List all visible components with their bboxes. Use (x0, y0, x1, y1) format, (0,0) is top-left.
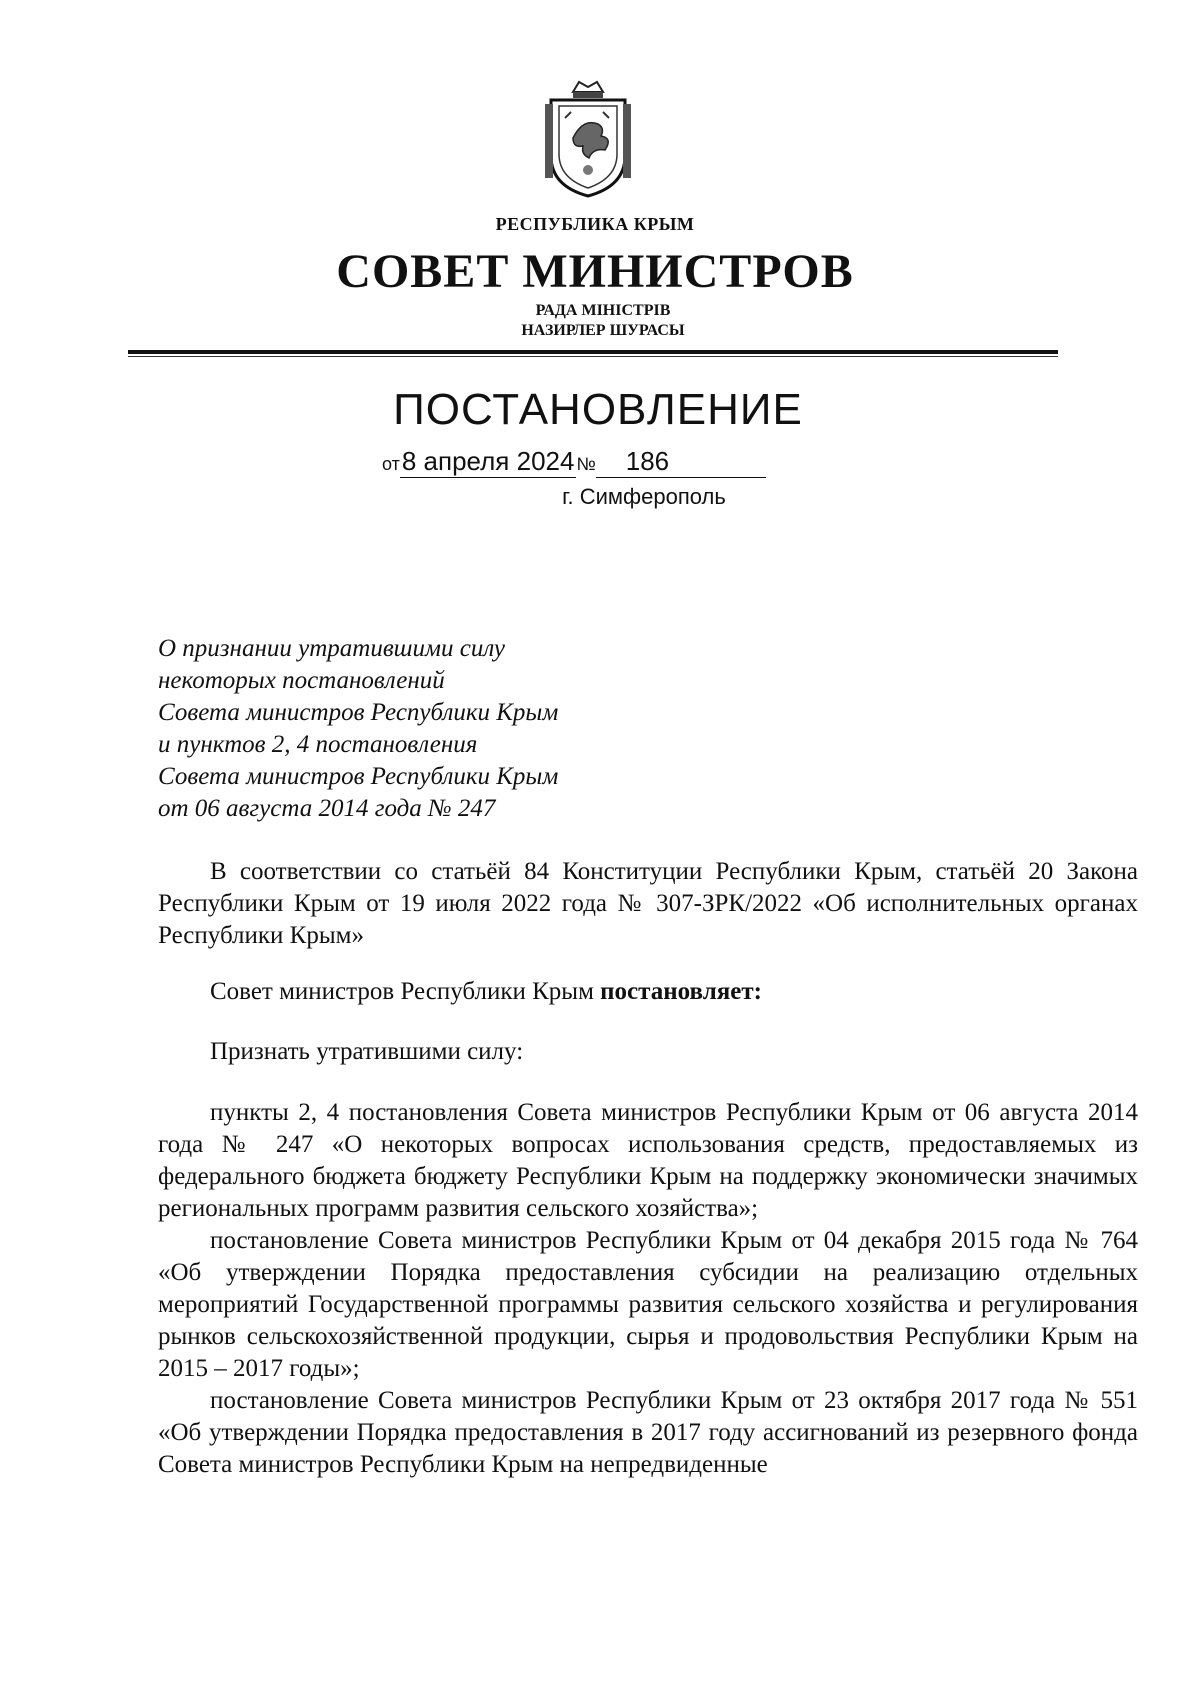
council-name: СОВЕТ МИНИСТРОВ (336, 245, 854, 298)
recognize-text: Признать утратившими силу: (210, 1038, 524, 1065)
republic-name: РЕСПУБЛИКА КРЫМ (495, 214, 695, 234)
header-rule-thin (128, 356, 1058, 357)
resolves-keyword: постановляет: (600, 978, 762, 1005)
subject-line: Совета министров Республики Крым (158, 763, 559, 790)
document-number: 186 (596, 446, 766, 478)
crimea-coat-of-arms-icon (543, 78, 633, 200)
subject-line: от 06 августа 2014 года № 247 (158, 795, 496, 822)
preamble-paragraph (158, 856, 1138, 952)
resolves-text: Совет министров Республики Крым (210, 978, 601, 1005)
date-number-row (382, 446, 766, 478)
list-item: постановление Совета министров Республики Крым от 04 декабря 2015 года № 764 «Об утверждении Порядка предоставления субсидии на реализацию отдельных мероприятий Государственной программы развития сельского хозяйства и регулирования рынков сельскохозяйственной продукции, сырья и продовольствия Республики Крым на 2015 – 2017 годы»; (158, 1227, 1138, 1382)
subject-line: и пунктов 2, 4 постановления (158, 731, 478, 758)
preamble-text: В соответствии со статьёй 84 Конституции Республики Крым, статьёй 20 Закона Республики Крым от 19 июля 2022 года № 307-ЗРК/2022 «Об исполнительных органах Республики Крым» (158, 858, 1138, 949)
list-item: постановление Совета министров Республики Крым от 23 октября 2017 года № 551 «Об утверждении Порядка предоставления в 2017 году ассигнований из резервного фонда Совета министров Республики Крым на непредвиденные (158, 1387, 1138, 1478)
resolves-paragraph (158, 976, 1138, 1008)
subject-line: О признании утратившими силу (158, 635, 506, 662)
repealed-items-list (158, 1097, 1138, 1481)
date-prefix: от (382, 454, 400, 474)
recognize-paragraph (158, 1036, 1138, 1068)
header-rule (128, 350, 1058, 354)
document-date: 8 апреля 2024 (401, 446, 575, 476)
council-name-crimean-tatar: НАЗИРЛЕР ШУРАСЫ (521, 322, 685, 339)
subject-line: некоторых постановлений (158, 667, 445, 694)
subject-line: Совета министров Республики Крым (158, 699, 559, 726)
council-name-ukrainian: РАДА МІНІСТРІВ (535, 302, 671, 319)
list-item: пункты 2, 4 постановления Совета министров Республики Крым от 06 августа 2014 года № 247 «О некоторых вопросах использования средств, предоставляемых из федерального бюджета бюджету Республики Крым на поддержку экономически значимых региональных программ развития сельского хозяйства»; (158, 1099, 1138, 1222)
document-city: г. Симферополь (562, 484, 726, 509)
number-prefix: № (576, 454, 596, 474)
document-type: ПОСТАНОВЛЕНИЕ (393, 385, 803, 434)
document-subject (158, 633, 558, 825)
